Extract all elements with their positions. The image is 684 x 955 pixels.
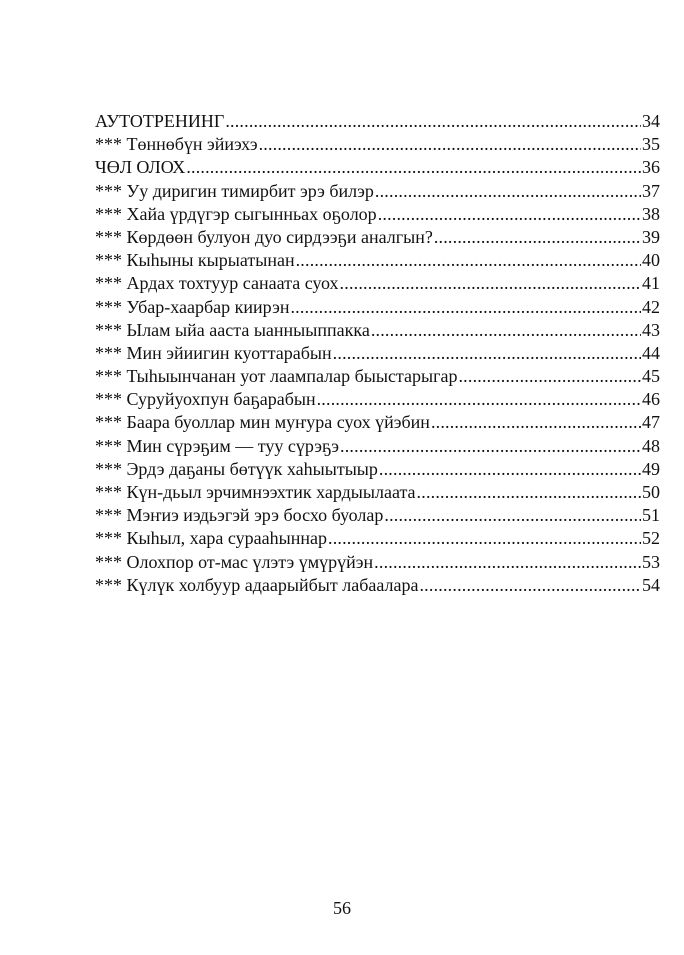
toc-row xyxy=(95,527,660,550)
toc-entry-title: *** Хайа үрдүгэр сыгынньах оҕолор xyxy=(95,203,377,224)
toc-entry-title: *** Ылам ыйа ааста ыанныыппакка xyxy=(95,319,370,340)
toc-entry-title: *** Уу диригин тимирбит эрэ билэр xyxy=(95,180,374,201)
toc-entry-title: АУТОТРЕНИНГ xyxy=(95,111,225,131)
dot-leader xyxy=(434,226,641,249)
toc-entry-title: *** Кыһыл, хара сурааһыннар xyxy=(95,528,327,549)
toc-row xyxy=(95,319,660,342)
toc-entry-page: 35 xyxy=(642,134,660,155)
toc-row xyxy=(95,551,660,574)
toc-row xyxy=(95,458,660,481)
toc-entry-title: *** Төннөбүн эйиэхэ xyxy=(95,134,258,155)
toc-entry-page: 46 xyxy=(642,389,660,410)
toc-entry-title: *** Көрдөөн булуон дуо сирдээҕи аналгын? xyxy=(95,226,433,247)
toc-entry-page: 37 xyxy=(642,180,660,201)
dot-leader xyxy=(259,133,641,156)
toc-row xyxy=(95,574,660,597)
toc-entry-title: ЧӨЛ ОЛОХ xyxy=(95,157,186,178)
toc-entry-page: 40 xyxy=(642,250,660,271)
toc-entry-page: 42 xyxy=(642,296,660,317)
toc-entry-page: 34 xyxy=(642,111,660,131)
dot-leader xyxy=(374,551,641,574)
toc-entry-page: 47 xyxy=(642,412,660,433)
dot-leader xyxy=(417,481,641,504)
toc-entry-title: *** Күн-дьыл эрчимнээхтик хардыылаата xyxy=(95,482,416,502)
toc-entry-page: 48 xyxy=(642,435,660,456)
dot-leader xyxy=(340,435,641,458)
dot-leader xyxy=(384,504,641,527)
toc-entry-page: 36 xyxy=(642,157,660,178)
toc-row xyxy=(95,435,660,458)
dot-leader xyxy=(431,411,641,434)
dot-leader xyxy=(419,574,641,597)
dot-leader xyxy=(296,249,641,272)
toc-row xyxy=(95,180,660,203)
toc-entry-page: 50 xyxy=(642,482,660,502)
toc-row xyxy=(95,342,660,365)
dot-leader xyxy=(378,203,641,226)
toc-entry-title: *** Мин сүрэҕим — туу сүрэҕэ xyxy=(95,435,340,456)
dot-leader xyxy=(458,365,641,388)
dot-leader xyxy=(340,272,641,295)
toc-entry-page: 51 xyxy=(642,505,660,526)
dot-leader xyxy=(225,110,641,133)
toc-row xyxy=(95,296,660,319)
toc-entry-page: 49 xyxy=(642,458,660,479)
toc-entry-title: *** Суруйуохпун баҕарабын xyxy=(95,389,316,410)
toc-entry-page: 39 xyxy=(642,226,660,247)
dot-leader xyxy=(371,319,641,342)
toc-row xyxy=(95,133,660,156)
toc-entry-page: 43 xyxy=(642,319,660,340)
toc-entry-title: *** Тыһыынчанан уот лаампалар быыстарыгар xyxy=(95,366,458,387)
table-of-contents xyxy=(95,110,660,597)
toc-row xyxy=(95,388,660,411)
toc-entry-title: *** Мэҥиэ иэдьэгэй эрэ босхо буолар xyxy=(95,505,384,526)
toc-entry-page: 44 xyxy=(642,342,660,363)
dot-leader xyxy=(186,156,641,179)
toc-row xyxy=(95,156,660,179)
toc-row xyxy=(95,411,660,434)
toc-entry-page: 52 xyxy=(642,528,660,549)
toc-entry-page: 41 xyxy=(642,273,660,294)
toc-entry-title: *** Эрдэ даҕаны бөтүүк хаһыытыыр xyxy=(95,458,378,479)
dot-leader xyxy=(333,342,641,365)
toc-entry-page: 38 xyxy=(642,203,660,224)
dot-leader xyxy=(290,296,641,319)
toc-entry-page: 45 xyxy=(642,366,660,387)
page-number: 56 xyxy=(333,898,351,918)
toc-row xyxy=(95,272,660,295)
toc-row xyxy=(95,226,660,249)
toc-row xyxy=(95,110,660,133)
toc-entry-title: *** Баара буоллар мин муҥура суох үйэбин xyxy=(95,412,430,433)
toc-entry-title: *** Күлүк холбуур адаарыйбыт лабаалара xyxy=(95,574,419,595)
toc-row xyxy=(95,481,660,504)
toc-row xyxy=(95,249,660,272)
toc-entry-title: *** Ардах тохтуур санаата суох xyxy=(95,273,339,294)
toc-row xyxy=(95,365,660,388)
toc-entry-title: *** Убар-хаарбар киирэн xyxy=(95,296,290,317)
dot-leader xyxy=(379,458,641,481)
dot-leader xyxy=(317,388,641,411)
toc-entry-title: *** Кыһыны кырыатынан xyxy=(95,250,295,271)
toc-row xyxy=(95,504,660,527)
toc-entry-title: *** Олохпор от-мас үлэтэ үмүрүйэн xyxy=(95,551,374,572)
dot-leader xyxy=(328,527,641,550)
toc-entry-page: 53 xyxy=(642,551,660,572)
toc-entry-page: 54 xyxy=(642,574,660,595)
toc-row xyxy=(95,203,660,226)
dot-leader xyxy=(375,180,641,203)
toc-entry-title: *** Мин эйиигин куоттарабын xyxy=(95,342,332,363)
